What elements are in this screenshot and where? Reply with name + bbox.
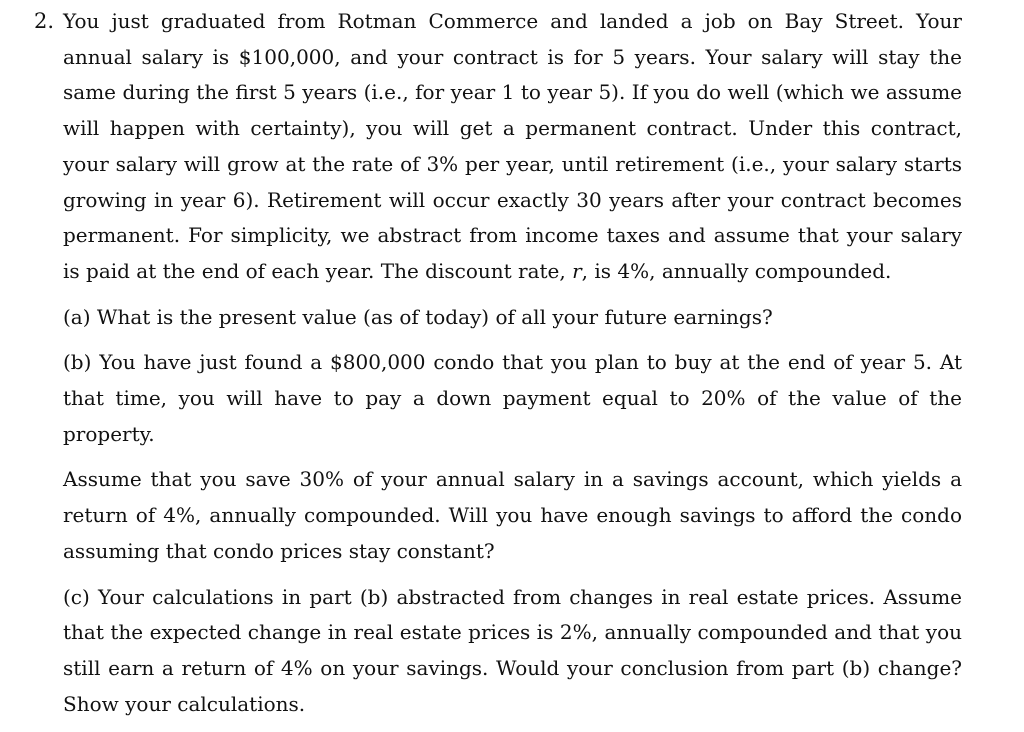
problem-intro xyxy=(63,4,962,290)
intro-text: You just graduated from Rotman Commerce and landed a job on Bay Street. Your annual salary is $100,000, and your contract is for 5 years. Your salary will stay the same during the first 5 years (i.e., for year 1 to year 5). If you do well (which we assume will happen with certainty), you will get a permanent contract. Under this contract, your salary will grow at the rate of 3% per year, until retirement (i.e., your salary starts growing in year 6). Retirement will occur exactly 30 years after your contract becomes permanent. For simplicity, we abstract from income taxes and assume that your salary is paid at the end of each year. The discount rate, xyxy=(63,9,962,283)
rate-symbol: r xyxy=(572,258,582,283)
problem-text xyxy=(63,4,962,722)
problem-2 xyxy=(34,4,962,722)
part-b: (b) You have just found a $800,000 condo that you plan to buy at the end of year 5. At that time, you will have to pay a down payment equal to 20% of the value of the property. xyxy=(63,350,962,446)
part-a: (a) What is the present value (as of today) of all your future earnings? xyxy=(63,304,773,329)
part-b-continued: Assume that you save 30% of your annual salary in a savings account, which yields a return of 4%, annually compounded. Will you have enough savings to afford the condo assuming that condo prices stay constant? xyxy=(63,467,962,563)
problem-number: 2. xyxy=(34,9,55,33)
part-c: (c) Your calculations in part (b) abstracted from changes in real estate prices. Assume that the expected change in real estate prices is 2%, annually compounded and that you still earn a return of 4% on your savings. Would your conclusion from part (b) change? Show your calculations. xyxy=(63,584,962,716)
intro-end-text: , is 4%, annually compounded. xyxy=(581,258,892,283)
